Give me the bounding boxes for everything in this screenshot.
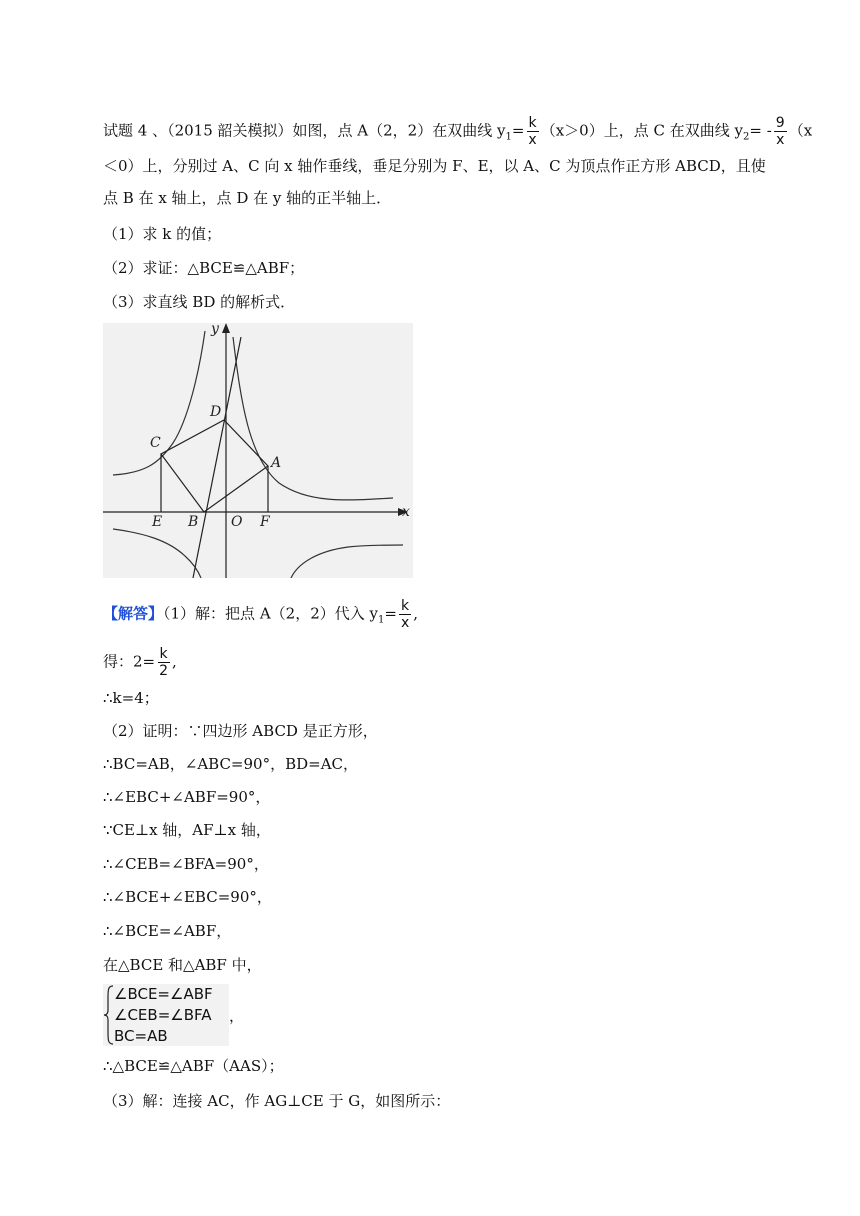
problem-line-1 — [103, 115, 812, 148]
solution-line-10: ∴∠BCE=∠ABF， — [103, 922, 232, 940]
system-row-3: BC=AB — [114, 1027, 168, 1045]
denominator: x — [400, 615, 410, 631]
solution-line-8: ∴∠CEB=∠BFA=90°， — [103, 855, 269, 873]
subscript: 2 — [742, 131, 750, 143]
numerator: 9 — [775, 115, 785, 131]
solution-line-6: ∴∠EBC+∠ABF=90°， — [103, 788, 271, 806]
system-row-2: ∠CEB=∠BFA — [114, 1006, 212, 1024]
system-comma: ， — [229, 1007, 245, 1025]
subscript: 1 — [505, 131, 512, 143]
numerator: k — [401, 598, 410, 614]
solution-line-2 — [103, 646, 177, 679]
solution-line-5: ∴BC=AB，∠ABC=90°，BD=AC， — [103, 755, 359, 773]
equals-sign: = - — [749, 121, 772, 140]
label-a: A — [271, 455, 282, 471]
equals-sign: = — [384, 604, 397, 623]
denominator: 2 — [159, 663, 169, 679]
fraction-9-over-x — [774, 115, 787, 148]
problem-line-3: 点 B 在 x 轴上，点 D 在 y 轴的正半轴上． — [103, 189, 392, 207]
solution-line-11: 在△BCE 和△ABF 中， — [103, 956, 262, 974]
label-e: E — [152, 514, 163, 530]
denominator: x — [528, 132, 537, 148]
solution-line-9: ∴∠BCE+∠EBC=90°， — [103, 888, 272, 906]
solution-line-1 — [103, 598, 418, 631]
y-axis-arrow — [222, 323, 230, 333]
solution-line-12: ∴△BCE≌△ABF（AAS）； — [103, 1057, 284, 1075]
subscript: 1 — [378, 614, 385, 626]
label-x: x — [402, 504, 410, 520]
hyperbola-q2-branch — [113, 331, 205, 475]
hyperbola-q1-branch — [233, 337, 393, 500]
denominator: x — [776, 132, 785, 148]
figure-svg — [103, 323, 413, 578]
question-2: （2）求证：△BCE≌△ABF； — [103, 259, 305, 277]
fraction-k-over-2 — [157, 646, 170, 679]
hyperbola-q4-branch — [291, 545, 403, 578]
solution-text: 得：2= — [103, 652, 156, 671]
question-3: （3）求直线 BD 的解析式． — [103, 293, 296, 311]
numerator: k — [159, 646, 168, 662]
solution-line-3: ∴k=4； — [103, 689, 159, 707]
label-y: y — [211, 323, 219, 337]
problem-line-2: ＜0）上，分别过 A、C 向 x 轴作垂线，垂足分别为 F、E，以 A、C 为顶点作正方形 ABCD，且使 — [103, 157, 766, 175]
equals-sign: = — [511, 121, 525, 140]
geometry-figure — [103, 323, 413, 578]
problem-text: 试题 4 、（2015 韶关模拟）如图，点 A（2，2）在双曲线 y — [103, 121, 506, 140]
label-c: C — [150, 435, 161, 451]
comma: , — [172, 652, 177, 671]
square-abcd — [161, 420, 268, 512]
hyperbola-q3-branch — [113, 529, 201, 578]
label-f: F — [260, 514, 270, 530]
line-bd — [193, 337, 241, 578]
numerator: k — [528, 115, 537, 131]
fraction-k-over-x — [526, 115, 538, 148]
solution-line-7: ∵CE⊥x 轴，AF⊥x 轴， — [103, 821, 271, 839]
solution-line-13: （3）解：连接 AC，作 AG⊥CE 于 G，如图所示： — [103, 1092, 451, 1110]
comma: , — [413, 604, 419, 623]
problem-text: （x＞0）上，点 C 在双曲线 y — [540, 121, 743, 140]
solution-line-4: （2）证明：∵四边形 ABCD 是正方形， — [103, 722, 378, 740]
label-d: D — [210, 404, 222, 420]
equation-system — [103, 984, 229, 1046]
label-o: O — [231, 514, 243, 530]
solution-text: （1）解：把点 A（2，2）代入 y — [163, 604, 378, 623]
fraction-k-over-x — [399, 598, 411, 631]
system-row-1: ∠BCE=∠ABF — [114, 985, 213, 1003]
question-1: （1）求 k 的值； — [103, 225, 222, 243]
solution-tag: 【解答】 — [103, 604, 164, 623]
label-b: B — [188, 514, 199, 530]
problem-text: （x — [788, 121, 813, 140]
